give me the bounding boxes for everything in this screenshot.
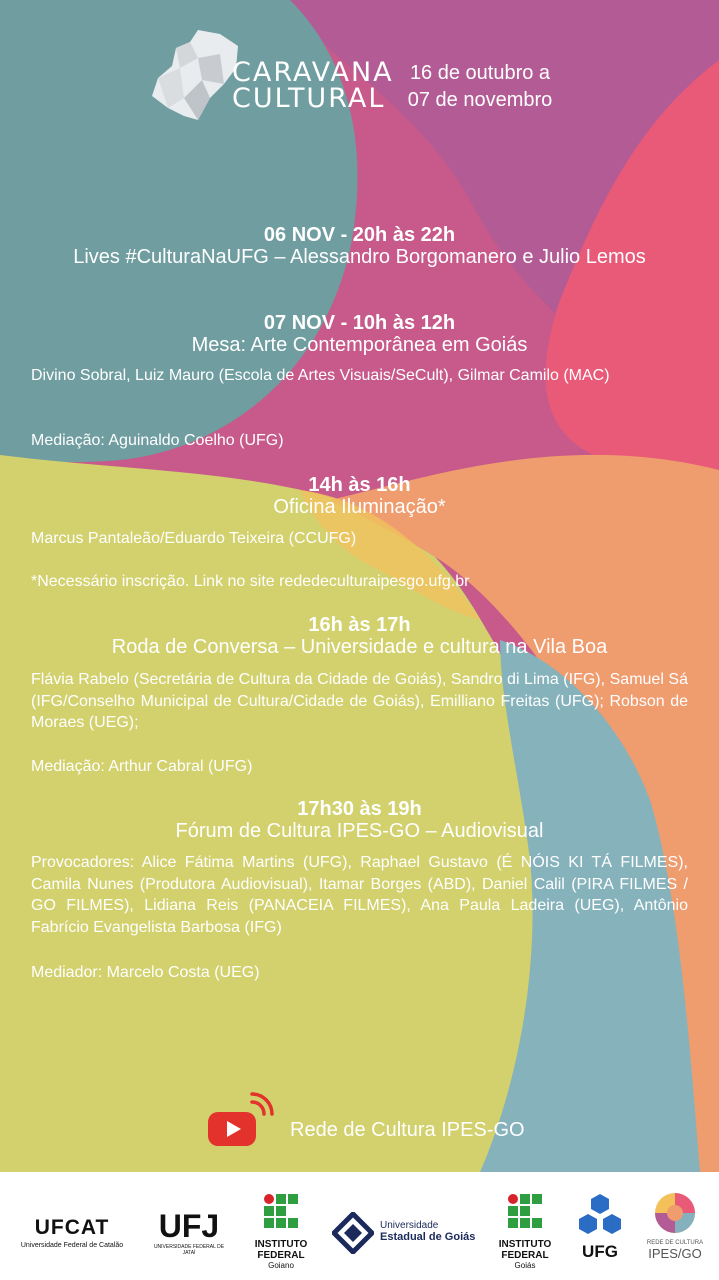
date-line-1: 16 de outubro a xyxy=(409,62,551,84)
section-time: 07 NOV - 10h às 12h xyxy=(263,312,456,334)
ifg-line3: Goiás xyxy=(514,1261,536,1270)
ifg-icon xyxy=(508,1194,542,1234)
mediation-text: Mediação: Aguinaldo Coelho (UFG) xyxy=(31,432,284,449)
section-title: Roda de Conversa – Universidade e cultura na Vila Boa xyxy=(111,636,608,658)
section-title: Fórum de Cultura IPES-GO – Audiovisual xyxy=(175,820,544,842)
event-dates xyxy=(380,60,580,114)
if-goiano-icon xyxy=(264,1194,298,1234)
section-heading xyxy=(31,614,688,658)
ueg-icon xyxy=(332,1212,374,1254)
participants-text: Marcus Pantaleão/Eduardo Teixeira (CCUFG) xyxy=(31,530,357,547)
participants-text: Divino Sobral, Luiz Mauro (Escola de Artes Visuais/SeCult), Gilmar Camilo (MAC) xyxy=(31,367,610,384)
partner-logos xyxy=(0,1172,719,1280)
ueg-line1: Universidade xyxy=(380,1220,439,1231)
section-heading xyxy=(31,224,688,268)
brand-line-1: CARAVANA xyxy=(232,57,394,88)
ufg-hexagons-icon xyxy=(576,1192,624,1238)
rede-line1: REDE DE CULTURA xyxy=(646,1240,704,1246)
participants-text: Provocadores: Alice Fátima Martins (UFG), Raphael Gustavo (É NÓIS KI TÁ FILMES), Camila Nunes (Produtora Audiovisual), Itamar Borges (ABD), Daniel Calil (PIRA FILMES / GO FILMES), Lidiana Reis (PANACEIA FILMES), Ana Paula Ladeira (UEG), Antônio Fabrício Evangelista Barbosa (IFG) xyxy=(31,854,688,936)
ufj-logo xyxy=(148,1210,230,1256)
section-title: Oficina Iluminação* xyxy=(273,496,446,518)
registration-note: *Necessário inscrição. Link no site rededeculturaipesgo.ufg.br xyxy=(31,573,470,590)
ufg-logo xyxy=(574,1192,626,1261)
section-time: 16h às 17h xyxy=(308,614,411,636)
section-time: 17h30 às 19h xyxy=(297,798,422,820)
if-goiano-logo xyxy=(246,1194,316,1271)
ufcat-subtitle: Universidade Federal de Catalão xyxy=(20,1242,124,1249)
date-line-2: 07 de novembro xyxy=(407,89,553,111)
ueg-line2: Estadual de Goiás xyxy=(380,1231,476,1243)
rede-cultura-mosaic-icon xyxy=(654,1192,696,1234)
channel-link[interactable]: Rede de Cultura IPES-GO xyxy=(290,1119,525,1141)
section-heading xyxy=(31,312,688,356)
header xyxy=(0,0,719,140)
ifg-logo xyxy=(490,1194,560,1271)
section-heading xyxy=(31,474,688,518)
mediation-text: Mediador: Marcelo Costa (UEG) xyxy=(31,964,260,981)
ufcat-name: UFCAT xyxy=(34,1216,110,1239)
ufj-name: UFJ xyxy=(158,1208,220,1244)
if-goiano-line3: Goiano xyxy=(268,1261,294,1270)
rede-line2: IPES/GO xyxy=(648,1246,702,1261)
brand-line-2: CULTURAL xyxy=(232,83,386,114)
rede-cultura-logo xyxy=(636,1192,714,1261)
ifg-line1: INSTITUTO xyxy=(498,1239,552,1250)
section-time: 06 NOV - 20h às 22h xyxy=(263,224,456,246)
section-time: 14h às 16h xyxy=(308,474,411,496)
youtube-live-icon[interactable] xyxy=(208,1092,274,1148)
ufcat-logo xyxy=(14,1216,130,1249)
if-goiano-line1: INSTITUTO xyxy=(254,1239,308,1250)
ifg-line2: FEDERAL xyxy=(501,1250,549,1261)
section-title: Mesa: Arte Contemporânea em Goiás xyxy=(191,334,528,356)
if-goiano-line2: FEDERAL xyxy=(257,1250,305,1261)
participants-text: Flávia Rabelo (Secretária de Cultura da Cidade de Goiás), Sandro di Lima (IFG), Samuel Sá (IFG/Conselho Municipal de Cultura/Cidade de Goiás), Emilliano Freitas (UFG); Robson de Moraes (UEG); xyxy=(31,671,688,731)
goias-map-logo xyxy=(150,28,240,123)
section-heading xyxy=(31,798,688,842)
ufg-name: UFG xyxy=(582,1242,618,1261)
brand-logo-text xyxy=(232,57,394,114)
mediation-text: Mediação: Arthur Cabral (UFG) xyxy=(31,758,253,775)
section-title: Lives #CulturaNaUFG – Alessandro Borgomanero e Julio Lemos xyxy=(73,246,646,268)
ufj-subtitle: UNIVERSIDADE FEDERAL DE JATAÍ xyxy=(153,1244,225,1256)
